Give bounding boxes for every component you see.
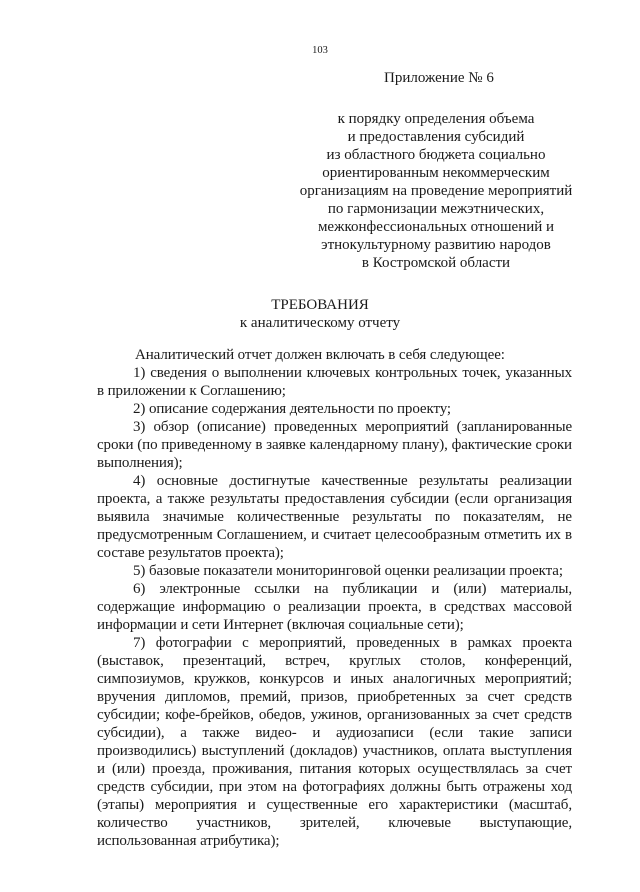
list-item-5: 5) базовые показатели мониторинговой оценки реализации проекта;: [133, 563, 563, 579]
appendix-description: [296, 110, 576, 272]
list-item-2: 2) описание содержания деятельности по проекту;: [133, 401, 451, 417]
document-title: ТРЕБОВАНИЯ: [271, 297, 369, 313]
list-item-6: 6) электронные ссылки на публикации и (или) материалы, содержащие информацию о реализации проекта, в средствах массовой информации и сети Интернет (включая социальные сети);: [97, 581, 572, 633]
appendix-line: межконфессиональных отношений и: [317, 219, 555, 235]
document-subtitle: к аналитическому отчету: [239, 315, 401, 331]
document-body: [97, 346, 572, 850]
appendix-title: Приложение № 6: [384, 70, 494, 86]
intro-paragraph: Аналитический отчет должен включать в себя следующее:: [135, 347, 505, 363]
appendix-line: организациям на проведение мероприятий: [299, 183, 573, 199]
appendix-line: ориентированным некоммерческим: [322, 165, 550, 181]
list-item-4: 4) основные достигнутые качественные результаты реализации проекта, а также результаты предоставления субсидии (если организация выявила значимые количественные результаты по показателям, не предусмотренным Соглашением, и считает целесообразным отметить их в составе результатов проекта);: [97, 473, 572, 561]
list-item-1: 1) сведения о выполнении ключевых контрольных точек, указанных в приложении к Соглашению;: [97, 365, 572, 399]
document-heading: [0, 296, 640, 332]
list-item-7: 7) фотографии с мероприятий, проведенных в рамках проекта (выставок, презентаций, встреч, круглых столов, конференций, симпозиумов, кружков, конкурсов и иных аналогичных мероприятий; вручения дипломов, премий, призов, приобретенных за счет средств субсидии; кофе-брейков, обедов, ужинов, организованных за счет средств субсидии), а также видео- и аудиозаписи (если такие записи производились) выступлений (докладов) участников, оплата выступления и (или) проезда, проживания, питания которых осуществлялась за счет средств субсидии, при этом на фотографиях должны быть отражены ход (этапы) мероприятия и существенные его характеристики (масштаб, количество участников, зрителей, ключевые выступающие, использованная атрибутика);: [97, 635, 572, 849]
appendix-line: к порядку определения объема: [337, 111, 535, 127]
appendix-line: по гармонизации межэтнических,: [327, 201, 545, 217]
list-item-3: 3) обзор (описание) проведенных мероприятий (запланированные сроки (по приведенному в заявке календарному плану), фактические сроки выполнения);: [97, 419, 572, 471]
page-number: 103: [312, 45, 328, 56]
appendix-line: и предоставления субсидий: [347, 129, 525, 145]
appendix-line: в Костромской области: [361, 255, 511, 271]
appendix-line: этнокультурному развитию народов: [321, 237, 551, 253]
appendix-line: из областного бюджета социально: [326, 147, 546, 163]
